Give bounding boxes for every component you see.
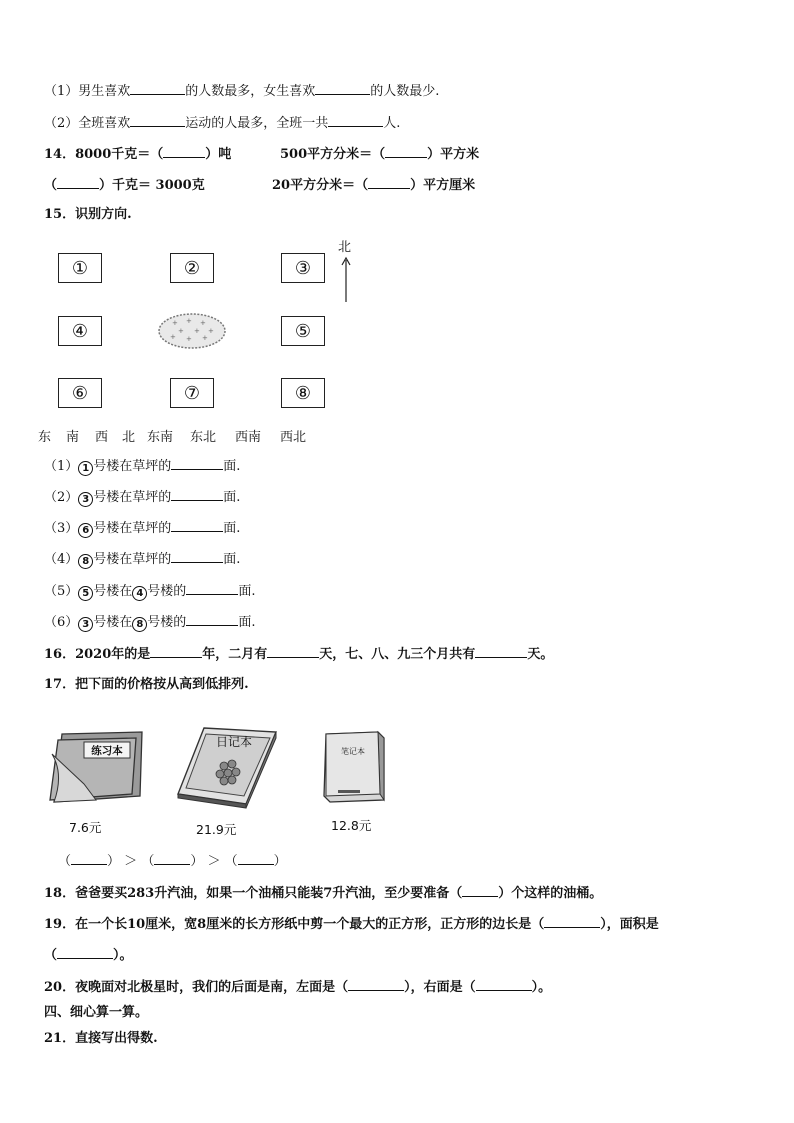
diary-label: 日记本 xyxy=(215,735,253,749)
answer-blank[interactable] xyxy=(348,978,404,991)
section-heading: 四、细心算一算。 xyxy=(44,1005,149,1020)
building-1-box: ① xyxy=(58,253,102,283)
answer-blank[interactable] xyxy=(238,852,274,865)
notebook-image xyxy=(318,728,394,808)
diary-image xyxy=(176,724,278,810)
answer-blank[interactable] xyxy=(171,457,223,470)
answer-blank[interactable] xyxy=(462,884,498,897)
q15-item-1: （1） 1 号楼在草坪的 面. xyxy=(44,459,241,474)
answer-blank[interactable] xyxy=(315,82,370,95)
answer-blank[interactable] xyxy=(476,978,532,991)
svg-text:+: + xyxy=(194,327,200,335)
answer-blank[interactable] xyxy=(163,145,205,158)
q19-line1: 19．在一个长10厘米，宽8厘米的长方形纸中剪一个最大的正方形，正方形的边长是（ ），面积是 xyxy=(44,917,659,932)
answer-blank[interactable] xyxy=(267,645,319,658)
q17-title: 17．把下面的价格按从高到低排列. xyxy=(44,677,249,692)
q16: 16．2020年的是 年，二月有 天，七、八、九三个月共有 天。 xyxy=(44,647,554,662)
exercise-book-price: 7.6元 xyxy=(69,820,102,835)
north-arrow-icon xyxy=(340,256,352,304)
direction-option: 北 xyxy=(122,430,136,445)
q15-item-6: （6） 3 号楼在 8 号楼的 面. xyxy=(44,615,256,630)
q20: 20．夜晚面对北极星时，我们的后面是南，左面是（ ），右面是（ ）。 xyxy=(44,980,552,995)
exercise-book-image xyxy=(44,724,148,808)
answer-blank[interactable] xyxy=(150,645,202,658)
building-7-box: ⑦ xyxy=(170,378,214,408)
q18: 18．爸爸要买283升汽油，如果一个油桶只能装7升汽油，至少要准备（ ）个这样的油桶。 xyxy=(44,886,603,901)
building-8-box: ⑧ xyxy=(281,378,325,408)
diary-price: 21.9元 xyxy=(196,822,237,837)
building-2-box: ② xyxy=(170,253,214,283)
lawn-ellipse xyxy=(156,311,228,351)
answer-blank[interactable] xyxy=(171,488,223,501)
q17-order: （ ） ＞ （ ） ＞ （ ） xyxy=(58,854,287,869)
q14-line1: 14．8000千克＝（ ）吨 xyxy=(44,147,232,162)
q15-item-3: （3） 6 号楼在草坪的 面. xyxy=(44,521,241,536)
q14-line2: （ ）千克＝ 3000克 xyxy=(44,178,205,193)
direction-option: 东北 xyxy=(190,430,217,445)
direction-option: 东 xyxy=(38,430,52,445)
answer-blank[interactable] xyxy=(385,145,427,158)
exercise-book-label: 练习本 xyxy=(91,745,123,757)
svg-text:+: + xyxy=(200,319,206,327)
q14-line1-right: 500平方分米＝（ ）平方米 xyxy=(280,147,480,162)
svg-text:+: + xyxy=(170,333,176,341)
answer-blank[interactable] xyxy=(130,82,185,95)
direction-option: 东南 xyxy=(147,430,174,445)
svg-text:+: + xyxy=(186,335,192,343)
notebook-label: 笔记本 xyxy=(341,747,365,756)
notebook-price: 12.8元 xyxy=(331,818,372,833)
answer-blank[interactable] xyxy=(171,550,223,563)
north-label: 北 xyxy=(338,240,352,255)
q13-part1: （1）男生喜欢 的人数最多，女生喜欢 的人数最少. xyxy=(44,84,440,99)
direction-option: 西南 xyxy=(235,430,262,445)
answer-blank[interactable] xyxy=(57,176,99,189)
answer-blank[interactable] xyxy=(328,114,383,127)
answer-blank[interactable] xyxy=(186,613,238,626)
direction-option: 南 xyxy=(66,430,80,445)
svg-text:+: + xyxy=(186,317,192,325)
answer-blank[interactable] xyxy=(171,519,223,532)
q15-item-4: （4） 8 号楼在草坪的 面. xyxy=(44,552,241,567)
answer-blank[interactable] xyxy=(368,176,410,189)
building-3-box: ③ xyxy=(281,253,325,283)
q13-part2: （2）全班喜欢 运动的人最多，全班一共 人. xyxy=(44,116,401,131)
answer-blank[interactable] xyxy=(130,114,185,127)
svg-text:+: + xyxy=(172,319,178,327)
q15-item-5: （5） 5 号楼在 4 号楼的 面. xyxy=(44,584,256,599)
direction-option: 西 xyxy=(95,430,109,445)
answer-blank[interactable] xyxy=(57,946,113,959)
svg-text:+: + xyxy=(202,334,208,342)
building-6-box: ⑥ xyxy=(58,378,102,408)
q19-line2: （ ）。 xyxy=(44,948,133,963)
building-4-box: ④ xyxy=(58,316,102,346)
q15-item-2: （2） 3 号楼在草坪的 面. xyxy=(44,490,241,505)
q14-line2-right: 20平方分米＝（ ）平方厘米 xyxy=(272,178,476,193)
answer-blank[interactable] xyxy=(71,852,107,865)
building-5-box: ⑤ xyxy=(281,316,325,346)
svg-text:+: + xyxy=(178,327,184,335)
q21: 21．直接写出得数. xyxy=(44,1031,158,1046)
answer-blank[interactable] xyxy=(154,852,190,865)
direction-option: 西北 xyxy=(280,430,307,445)
answer-blank[interactable] xyxy=(475,645,527,658)
answer-blank[interactable] xyxy=(544,915,600,928)
q15-title: 15．识别方向. xyxy=(44,207,132,222)
answer-blank[interactable] xyxy=(186,582,238,595)
svg-text:+: + xyxy=(208,327,214,335)
